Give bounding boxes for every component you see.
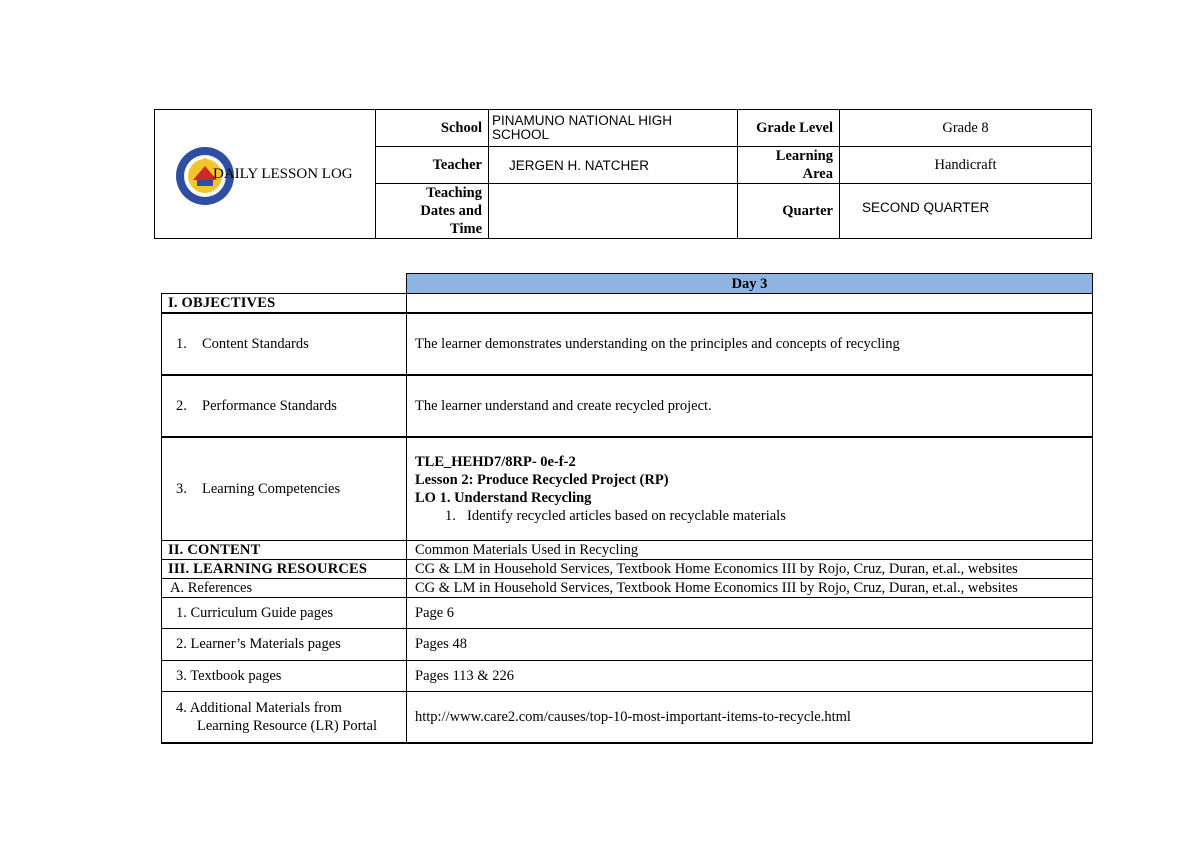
learners-materials-value: Pages 48: [407, 628, 1093, 660]
grade-level-value: Grade 8: [840, 110, 1092, 147]
logo-title-cell: [155, 110, 376, 239]
school-label: School: [376, 110, 489, 147]
learning-resources-heading: III. LEARNING RESOURCES: [162, 559, 407, 578]
performance-standards-value: The learner understand and create recycled project.: [407, 375, 1093, 437]
header-table: [154, 109, 1092, 239]
learning-area-label: Learning Area: [738, 147, 840, 184]
teaching-dates-label: Teaching Dates and Time: [376, 184, 489, 239]
blank-corner-cell: [162, 274, 407, 294]
school-value: PINAMUNO NATIONAL HIGH SCHOOL: [489, 110, 738, 147]
objectives-heading: I. OBJECTIVES: [162, 294, 407, 314]
learning-competencies-value: [407, 437, 1093, 540]
content-heading: II. CONTENT: [162, 540, 407, 559]
quarter-value: SECOND QUARTER: [840, 184, 1092, 239]
content-value: Common Materials Used in Recycling: [407, 540, 1093, 559]
learners-materials-label: 2. Learner’s Materials pages: [162, 628, 407, 660]
competency-item: 1. Identify recycled articles based on recyclable materials: [445, 507, 786, 524]
competency-code: TLE_HEHD7/8RP- 0e-f-2: [415, 453, 576, 470]
curriculum-guide-label: 1. Curriculum Guide pages: [162, 597, 407, 628]
teacher-label: Teacher: [376, 147, 489, 184]
learning-resources-value: CG & LM in Household Services, Textbook Home Economics III by Rojo, Cruz, Duran, et.al., websites: [407, 559, 1093, 578]
curriculum-guide-value: Page 6: [407, 597, 1093, 628]
textbook-pages-label: 3. Textbook pages: [162, 660, 407, 691]
references-value: CG & LM in Household Services, Textbook Home Economics III by Rojo, Cruz, Duran, et.al., websites: [407, 578, 1093, 597]
lesson-title: Lesson 2: Produce Recycled Project (RP): [415, 471, 669, 488]
additional-materials-label: 4. Additional Materials from Learning Resource (LR) Portal: [162, 691, 407, 743]
grade-level-label: Grade Level: [738, 110, 840, 147]
teaching-dates-value: [489, 184, 738, 239]
teacher-value: JERGEN H. NATCHER: [489, 147, 738, 184]
textbook-pages-value: Pages 113 & 226: [407, 660, 1093, 691]
learning-outcome: LO 1. Understand Recycling: [415, 489, 592, 506]
learning-competencies-label: 3. Learning Competencies: [162, 437, 407, 540]
references-label: A. References: [162, 578, 407, 597]
daily-lesson-log-title: DAILY LESSON LOG: [213, 166, 353, 182]
additional-materials-link[interactable]: http://www.care2.com/causes/top-10-most-important-items-to-recycle.html: [407, 691, 1093, 743]
lesson-log-table: [161, 273, 1093, 744]
content-standards-value: The learner demonstrates understanding on the principles and concepts of recycling: [407, 313, 1093, 375]
performance-standards-label: 2. Performance Standards: [162, 375, 407, 437]
quarter-label: Quarter: [738, 184, 840, 239]
content-standards-label: 1. Content Standards: [162, 313, 407, 375]
day-header: Day 3: [407, 274, 1093, 294]
objectives-blank: [407, 294, 1093, 314]
learning-area-value: Handicraft: [840, 147, 1092, 184]
